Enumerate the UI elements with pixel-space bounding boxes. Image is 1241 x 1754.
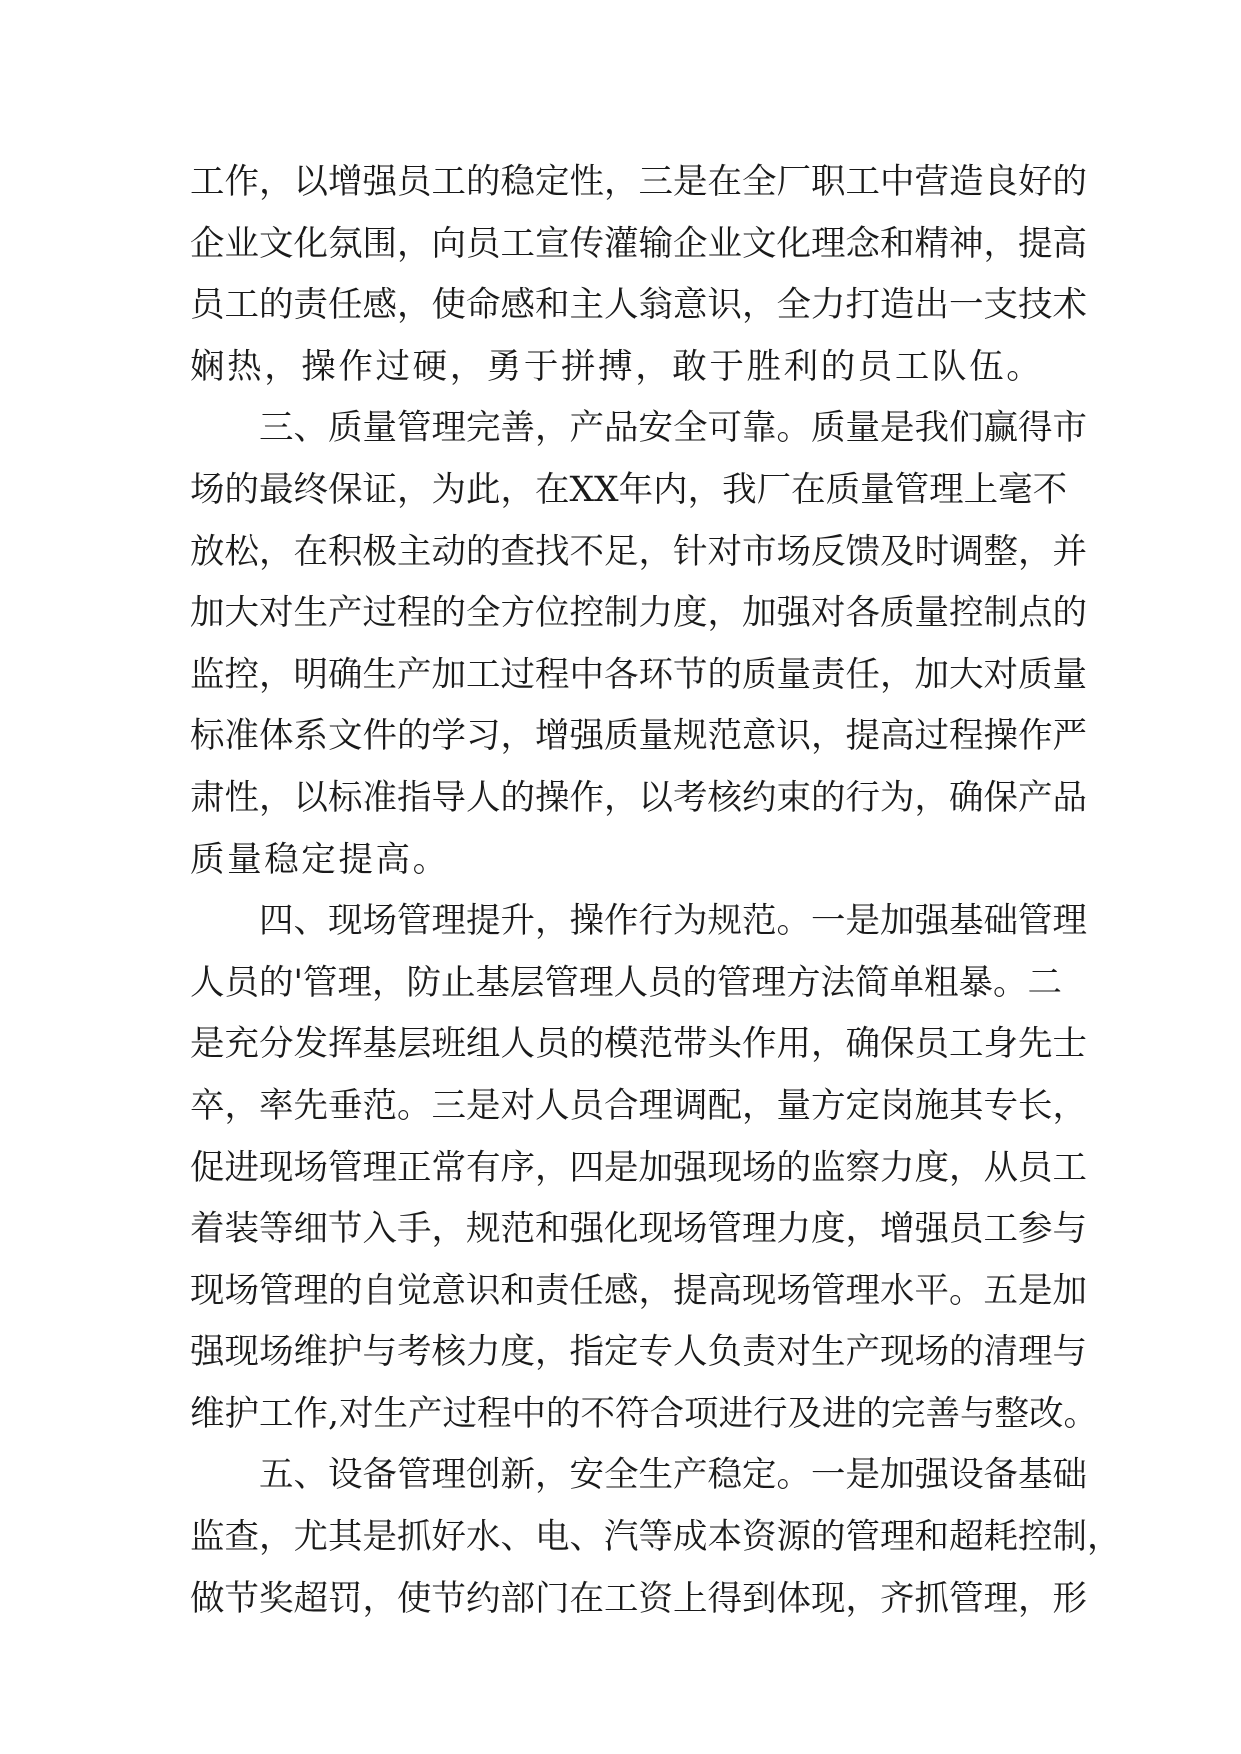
text-line: 三、质量管理完善，产品安全可靠。质量是我们赢得市 xyxy=(259,408,1087,449)
text-line: 促进现场管理正常有序，四是加强现场的监察力度，从员工 xyxy=(190,1147,1087,1188)
text-line: 维护工作,对生产过程中的不符合项进行及进的完善与整改。 xyxy=(190,1393,1098,1434)
text-line: 是充分发挥基层班组人员的模范带头作用，确保员工身先士 xyxy=(190,1024,1087,1065)
text-line: 监控，明确生产加工过程中各环节的质量责任，加大对质量 xyxy=(190,654,1087,695)
text-line: 质量稳定提高。 xyxy=(190,839,450,880)
text-line: 工作，以增强员工的稳定性，三是在全厂职工中营造良好的 xyxy=(190,162,1087,202)
text-line: 着装等细节入手，规范和强化现场管理力度，增强员工参与 xyxy=(190,1209,1087,1250)
text-line: 现场管理的自觉意识和责任感，提高现场管理水平。五是加 xyxy=(190,1270,1087,1311)
text-line: 卒，率先垂范。三是对人员合理调配，量方定岗施其专长， xyxy=(190,1085,1087,1126)
document-body xyxy=(190,152,1122,1630)
text-line: 放松，在积极主动的查找不足，针对市场反馈及时调整，并 xyxy=(190,531,1087,572)
text-line: 监查，尤其是抓好水、电、汽等成本资源的管理和超耗控制， xyxy=(190,1517,1122,1558)
text-line: 强现场维护与考核力度，指定专人负责对生产现场的清理与 xyxy=(190,1332,1087,1373)
paragraph-1 xyxy=(190,152,1087,398)
paragraph-quality-management xyxy=(190,398,1087,891)
paragraph-equipment-management xyxy=(190,1445,1122,1630)
text-line: 员工的责任感，使命感和主人翁意识，全力打造出一支技术 xyxy=(190,285,1087,326)
text-line: 人员的'管理，防止基层管理人员的管理方法简单粗暴。二 xyxy=(190,962,1062,1003)
text-line: 五、设备管理创新，安全生产稳定。一是加强设备基础 xyxy=(259,1455,1087,1496)
text-line: 四、现场管理提升，操作行为规范。一是加强基础管理 xyxy=(259,901,1087,942)
paragraph-site-management xyxy=(190,891,1098,1445)
text-line: 肃性，以标准指导人的操作，以考核约束的行为，确保产品 xyxy=(190,777,1087,818)
text-line: 做节奖超罚，使节约部门在工资上得到体现，齐抓管理，形 xyxy=(190,1578,1087,1619)
text-line: 标准体系文件的学习，增强质量规范意识，提高过程操作严 xyxy=(190,716,1087,757)
text-line: 加大对生产过程的全方位控制力度，加强对各质量控制点的 xyxy=(190,593,1087,634)
text-line: 企业文化氛围，向员工宣传灌输企业文化理念和精神，提高 xyxy=(190,223,1087,264)
text-line: 娴热，操作过硬，勇于拼搏，敢于胜利的员工队伍。 xyxy=(190,346,1044,387)
text-line: 场的最终保证，为此，在XX年内，我厂在质量管理上毫不 xyxy=(190,469,1068,510)
